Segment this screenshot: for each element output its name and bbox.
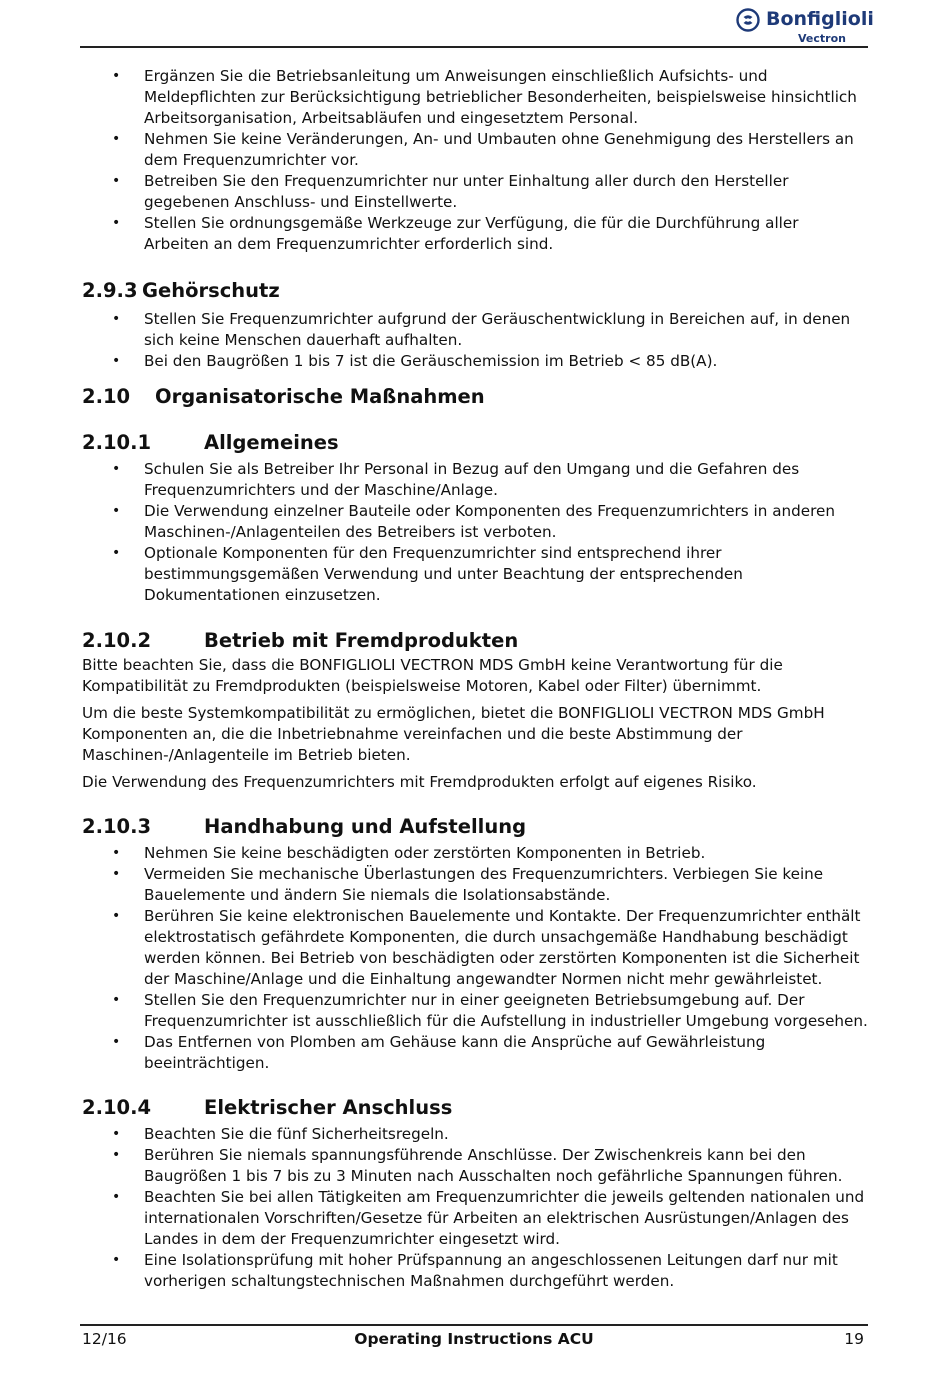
list-item: • Beachten Sie bei allen Tätigkeiten am Frequenzumrichter die jeweils geltenden nationalen und internationalen Vorschriften/Gesetze für Arbeiten an elektrischen Ausrüstungen/Anlagen des Landes in dem der Frequenzumrichter eingesetzt wird. bbox=[82, 1187, 868, 1250]
list-item: • Berühren Sie keine elektronischen Bauelemente und Kontakte. Der Frequenzumrichter enthält elektrostatisch gefährdete Komponenten, die durch unsachgemäße Handhabung beschädigt werden können. Bei Betrieb von beschädigten oder zerstörten Komponenten ist die Sicherheit der Maschine/Anlage und die Einhaltung angewandter Normen nicht mehr gewährleistet. bbox=[82, 906, 868, 990]
section-title: Betrieb mit Fremdprodukten bbox=[204, 629, 519, 652]
list-item: • Eine Isolationsprüfung mit hoher Prüfspannung an angeschlossenen Leitungen darf nur mit vorherigen schaltungstechnischen Maßnahmen durchgeführt werden. bbox=[82, 1250, 868, 1292]
list-item: • Nehmen Sie keine beschädigten oder zerstörten Komponenten in Betrieb. bbox=[82, 843, 868, 864]
section-heading-2-10-2 bbox=[82, 629, 868, 653]
page-header bbox=[80, 0, 874, 48]
section-number: 2.9.3 bbox=[82, 279, 138, 302]
section-list bbox=[82, 843, 868, 1074]
list-item: • Die Verwendung einzelner Bauteile oder Komponenten des Frequenzumrichters in anderen Maschinen-/Anlagenteilen des Betreibers ist verboten. bbox=[82, 501, 868, 543]
section-heading-2-10-4 bbox=[82, 1096, 868, 1120]
page-footer bbox=[80, 1324, 868, 1356]
paragraph: Um die beste Systemkompatibilität zu ermöglichen, bietet die BONFIGLIOLI VECTRON MDS GmbH Komponenten an, die die Inbetriebnahme vereinfachen und die beste Abstimmung der Maschinen-/Anlagenteile im Betrieb bieten. bbox=[82, 704, 825, 764]
section-number: 2.10.2 bbox=[82, 629, 152, 652]
list-item: • Beachten Sie die fünf Sicherheitsregeln. bbox=[82, 1124, 868, 1145]
list-item: • Optionale Komponenten für den Frequenzumrichter sind entsprechend ihrer bestimmungsgemäßen Verwendung und unter Beachtung der entsprechenden Dokumentationen einzusetzen. bbox=[82, 543, 868, 606]
section-title: Allgemeines bbox=[204, 431, 339, 454]
page-number: 19 bbox=[844, 1330, 864, 1348]
brand-name: Bonfiglioli bbox=[766, 8, 874, 30]
section-heading-2-10-1 bbox=[82, 431, 868, 455]
section-list bbox=[82, 459, 868, 606]
section-title: Handhabung und Aufstellung bbox=[204, 815, 527, 838]
list-item: • Stellen Sie Frequenzumrichter aufgrund der Geräuschentwicklung in Bereichen auf, in denen sich keine Menschen dauerhaft aufhalten. bbox=[82, 309, 868, 351]
section-title: Gehörschutz bbox=[142, 279, 280, 302]
footer-document-title: Operating Instructions ACU bbox=[354, 1330, 594, 1348]
section-title: Elektrischer Anschluss bbox=[204, 1096, 453, 1119]
section-heading-2-10-3 bbox=[82, 815, 868, 839]
section-list bbox=[82, 1124, 868, 1292]
list-item: • Schulen Sie als Betreiber Ihr Personal in Bezug auf den Umgang und die Gefahren des Frequenzumrichters und der Maschine/Anlage. bbox=[82, 459, 868, 501]
list-item: • Betreiben Sie den Frequenzumrichter nur unter Einhaltung aller durch den Hersteller gegebenen Anschluss- und Einstellwerte. bbox=[82, 171, 868, 213]
list-item: • Ergänzen Sie die Betriebsanleitung um Anweisungen einschließlich Aufsichts- und Meldepflichten zur Berücksichtigung betrieblicher Besonderheiten, beispielsweise hinsichtlich Arbeitsorganisation, Arbeitsabläufen und eingesetztem Personal. bbox=[82, 66, 868, 129]
section-number: 2.10 bbox=[82, 385, 131, 408]
section-number: 2.10.3 bbox=[82, 815, 152, 838]
list-item: • Stellen Sie den Frequenzumrichter nur in einer geeigneten Betriebsumgebung auf. Der Frequenzumrichter ist ausschließlich für die Aufstellung in industrieller Umgebung vorgesehen. bbox=[82, 990, 868, 1032]
list-item: • Nehmen Sie keine Veränderungen, An- und Umbauten ohne Genehmigung des Herstellers an dem Frequenzumrichter vor. bbox=[82, 129, 868, 171]
intro-list bbox=[82, 66, 868, 255]
paragraph: Bitte beachten Sie, dass die BONFIGLIOLI VECTRON MDS GmbH keine Verantwortung für die Kompatibilität zu Fremdprodukten (beispielsweise Motoren, Kabel oder Filter) übernimmt. bbox=[82, 656, 783, 695]
footer-date: 12/16 bbox=[82, 1330, 127, 1348]
section-heading-2-10 bbox=[82, 385, 868, 409]
section-number: 2.10.4 bbox=[82, 1096, 152, 1119]
brand-subname: Vectron bbox=[798, 32, 846, 45]
list-item: • Das Entfernen von Plomben am Gehäuse kann die Ansprüche auf Gewährleistung beeinträchtigen. bbox=[82, 1032, 868, 1074]
section-title: Organisatorische Maßnahmen bbox=[155, 385, 485, 408]
list-item: • Stellen Sie ordnungsgemäße Werkzeuge zur Verfügung, die für die Durchführung aller Arbeiten an dem Frequenzumrichter erforderlich sind. bbox=[82, 213, 868, 255]
list-item: • Bei den Baugrößen 1 bis 7 ist die Geräuschemission im Betrieb < 85 dB(A). bbox=[82, 351, 868, 372]
section-list bbox=[82, 309, 868, 372]
document-body bbox=[82, 66, 868, 1292]
bonfiglioli-logo-icon bbox=[736, 8, 760, 32]
brand-logo bbox=[736, 8, 874, 45]
list-item: • Vermeiden Sie mechanische Überlastungen des Frequenzumrichters. Verbiegen Sie keine Bauelemente und ändern Sie niemals die Isolationsabstände. bbox=[82, 864, 868, 906]
list-item: • Berühren Sie niemals spannungsführende Anschlüsse. Der Zwischenkreis kann bei den Baugrößen 1 bis 7 bis zu 3 Minuten nach Ausschalten noch gefährliche Spannungen führen. bbox=[82, 1145, 868, 1187]
paragraph: Die Verwendung des Frequenzumrichters mit Fremdprodukten erfolgt auf eigenes Risiko. bbox=[82, 773, 757, 791]
section-number: 2.10.1 bbox=[82, 431, 152, 454]
section-heading-2-9-3 bbox=[82, 279, 868, 303]
